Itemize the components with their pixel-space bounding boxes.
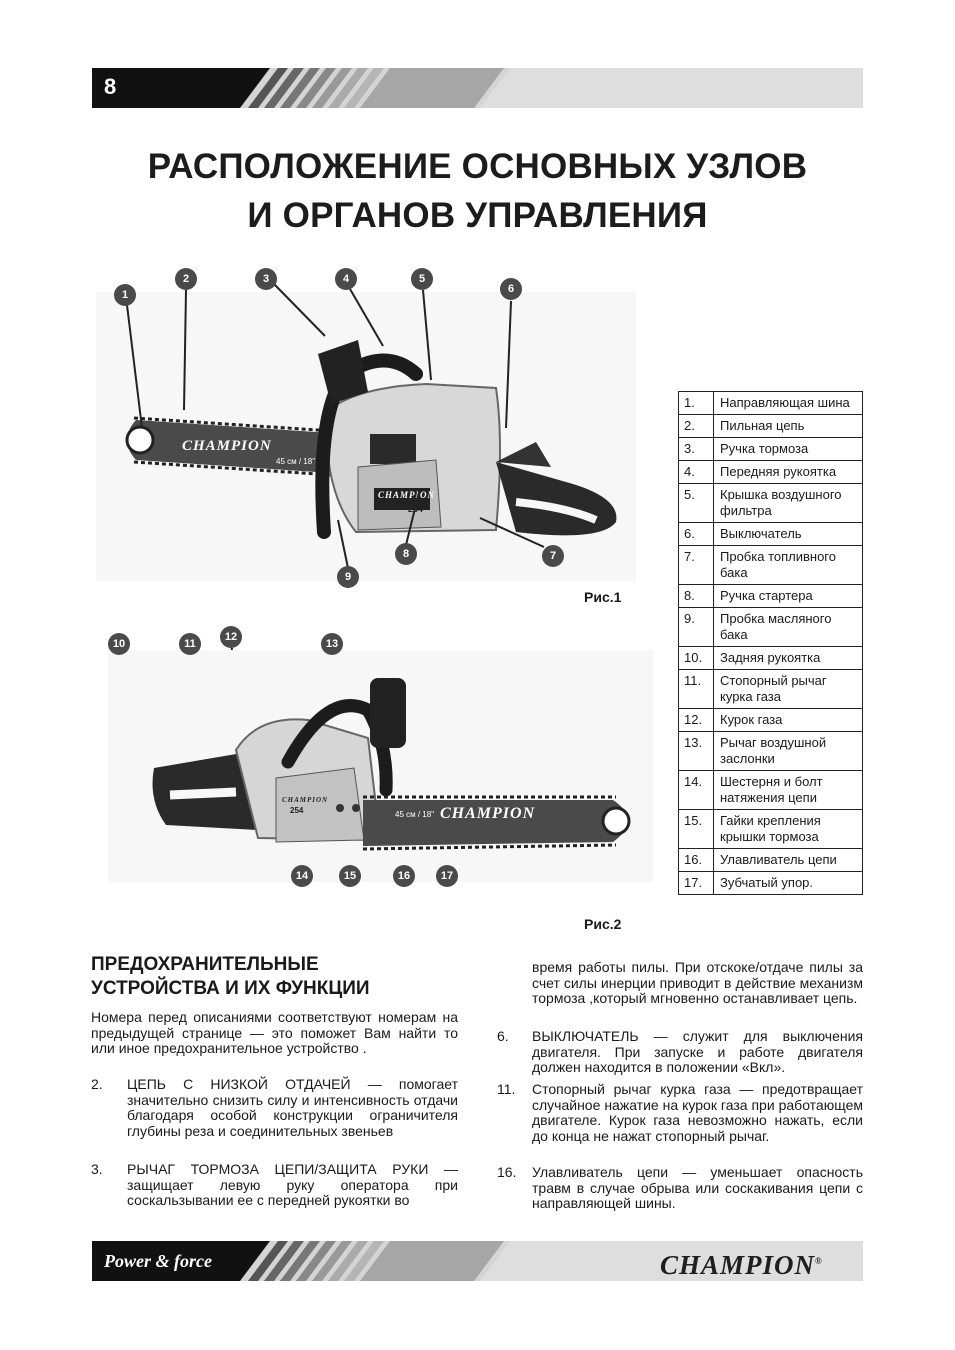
parts-legend-table bbox=[678, 391, 863, 895]
page-number: 8 bbox=[104, 74, 117, 99]
figure-2-model: 254 bbox=[290, 806, 304, 815]
figure-2-chainsaw bbox=[108, 650, 653, 882]
callout-12: 12 bbox=[220, 626, 242, 648]
table-row: 3. Ручка тормоза bbox=[679, 438, 863, 461]
callout-10: 10 bbox=[108, 633, 130, 655]
callout-3: 3 bbox=[255, 268, 277, 290]
table-row: 11. Стопорный рычаг курка газа bbox=[679, 670, 863, 709]
figure-2-caption: Рис.2 bbox=[584, 916, 622, 932]
title-line-1: РАСПОЛОЖЕНИЕ ОСНОВНЫХ УЗЛОВ bbox=[147, 147, 808, 186]
table-row: 10. Задняя рукоятка bbox=[679, 647, 863, 670]
list-item: 6. ВЫКЛЮЧАТЕЛЬ — служит для выключения двигателя. При запуске и работе двигателя должен находится в положении «Вкл». bbox=[497, 1028, 863, 1075]
figure-2-bar-label: 45 см / 18" bbox=[395, 810, 435, 819]
callout-7: 7 bbox=[542, 545, 564, 567]
callout-16: 16 bbox=[393, 865, 415, 887]
list-item: 3. РЫЧАГ ТОРМОЗА ЦЕПИ/ЗАЩИТА РУКИ — защищает левую руку оператора при соскальзывании ее с передней рукоятки во bbox=[91, 1161, 458, 1208]
callout-1: 1 bbox=[114, 284, 136, 306]
table-row: 16. Улавливатель цепи bbox=[679, 849, 863, 872]
table-row: 4. Передняя рукоятка bbox=[679, 461, 863, 484]
champion-logo: CHAMPION® bbox=[660, 1250, 823, 1280]
callout-8: 8 bbox=[395, 543, 417, 565]
callout-11: 11 bbox=[179, 633, 201, 655]
table-row: 13. Рычаг воздушной заслонки bbox=[679, 732, 863, 771]
figure-1-bar-label: 45 см / 18" bbox=[276, 457, 316, 466]
list-item: 2. ЦЕПЬ С НИЗКОЙ ОТДАЧЕЙ — помогает значительно снизить силу и интенсивность отдачи благодаря особой конструкции ограничителя глубины реза и соединительных звеньев bbox=[91, 1076, 458, 1139]
list-item: 11. Стопорный рычаг курка газа — предотвращает случайное нажатие на курок газа при работающем двигателе. Курок газа невозможно нажать, если до конца не нажат стопорный рычаг. bbox=[497, 1081, 863, 1144]
table-row: 9. Пробка масляного бака bbox=[679, 608, 863, 647]
figure-1-caption: Рис.1 bbox=[584, 589, 622, 605]
callout-9: 9 bbox=[337, 566, 359, 588]
callout-15: 15 bbox=[339, 865, 361, 887]
table-row: 7. Пробка топливного бака bbox=[679, 546, 863, 585]
table-row: 8. Ручка стартера bbox=[679, 585, 863, 608]
callout-2: 2 bbox=[175, 268, 197, 290]
table-row: 12. Курок газа bbox=[679, 709, 863, 732]
list-item: 16. Улавливатель цепи — уменьшает опасность травм в случае обрыва или соскакивания цепи с направляющей шины. bbox=[497, 1164, 863, 1211]
section-heading: ПРЕДОХРАНИТЕЛЬНЫЕ УСТРОЙСТВА И ИХ ФУНКЦИИ bbox=[91, 954, 370, 999]
table-row: 6. Выключатель bbox=[679, 523, 863, 546]
figure-1-cover-brand: CHAMPION bbox=[378, 490, 436, 500]
figure-1-bar-brand: CHAMPION bbox=[182, 438, 272, 454]
table-row: 1. Направляющая шина bbox=[679, 392, 863, 415]
callout-17: 17 bbox=[436, 865, 458, 887]
table-row: 5. Крышка воздушного фильтра bbox=[679, 484, 863, 523]
figure-1-model: 254 bbox=[408, 504, 424, 514]
section-continuation: время работы пилы. При отскоке/отдаче пилы за счет силы инерции приводит в действие механизм тормоза ,который мгновенно останавливает цепь. bbox=[532, 959, 863, 1006]
footer-slogan: Power & force bbox=[104, 1251, 212, 1271]
table-row: 17. Зубчатый упор. bbox=[679, 872, 863, 895]
callout-6: 6 bbox=[500, 278, 522, 300]
callout-4: 4 bbox=[335, 268, 357, 290]
table-row: 14. Шестерня и болт натяжения цепи bbox=[679, 771, 863, 810]
title-line-2: И ОРГАНОВ УПРАВЛЕНИЯ bbox=[247, 196, 708, 235]
callout-14: 14 bbox=[291, 865, 313, 887]
callout-13: 13 bbox=[321, 633, 343, 655]
callout-5: 5 bbox=[411, 268, 433, 290]
figure-2-bar-brand: CHAMPION bbox=[440, 805, 536, 822]
table-row: 15. Гайки крепления крышки тормоза bbox=[679, 810, 863, 849]
section-intro: Номера перед описаниями соответствуют номерам на предыдущей странице — это поможет Вам найти то или иное предохранительное устройство . bbox=[91, 1009, 458, 1056]
table-row: 2. Пильная цепь bbox=[679, 415, 863, 438]
figure-2-cover-brand: CHAMPION bbox=[282, 796, 329, 804]
